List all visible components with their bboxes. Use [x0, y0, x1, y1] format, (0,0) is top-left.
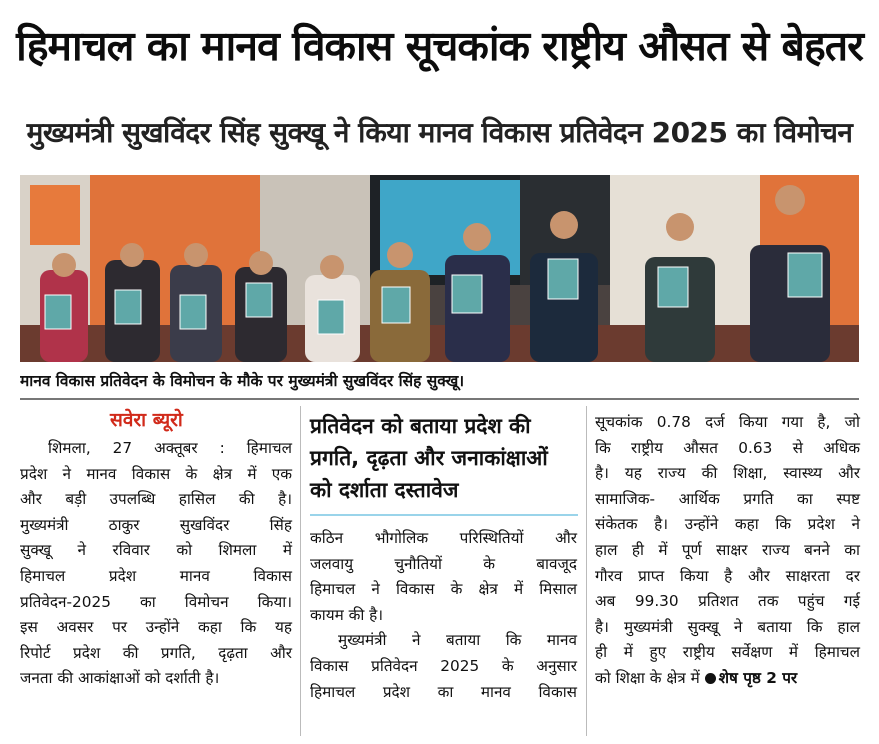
column-line: संकेतक है। उन्होंने कहा कि प्रदेश ने: [595, 515, 860, 534]
column-line: कायम की है।: [310, 605, 384, 624]
column-line: सूचकांक 0.78 दर्ज किया गया है, जो: [595, 413, 860, 431]
column-divider: [300, 406, 301, 736]
article-column-1: [20, 436, 292, 692]
column-line: इस अवसर पर उन्होंने कहा कि यह: [20, 618, 292, 637]
column-line: और बड़ी उपलब्धि हासिल की है।: [20, 490, 292, 509]
column-line: है। यह राज्य की शिक्षा, स्वास्थ्य और: [595, 464, 860, 483]
event-photo: [20, 175, 859, 362]
caption-divider: [20, 398, 859, 400]
article-headline: हिमाचल का मानव विकास सूचकांक राष्ट्रीय औसत से बेहतर: [16, 22, 863, 70]
column-line: कि राष्ट्रीय औसत 0.63 से अधिक: [595, 438, 860, 457]
column-line: जनता की आकांक्षाओं को दर्शाती है।: [20, 669, 220, 688]
column-line: प्रतिवेदन-2025 का विमोचन किया।: [20, 592, 292, 611]
column-line: प्रदेश ने मानव विकास के क्षेत्र में एक: [20, 464, 292, 483]
column-divider: [586, 406, 587, 736]
column-line: अब 99.30 प्रतिशत तक पहुंच गई: [595, 592, 860, 611]
column-line: विकास प्रतिवेदन 2025 के अनुसार: [310, 656, 577, 675]
column-line: रिपोर्ट प्रदेश की प्रगति, दृढ़ता और: [20, 643, 292, 662]
pull-quote-line: प्रतिवेदन को बताया प्रदेश की: [310, 414, 531, 438]
column-line: कठिन भौगोलिक परिस्थितियों और: [310, 529, 577, 547]
article-subheadline: मुख्यमंत्री सुखविंदर सिंह सुक्खू ने किया मानव विकास प्रतिवेदन 2025 का विमोचन: [26, 116, 853, 149]
event-photo-illustration: [20, 175, 859, 362]
continued-note[interactable]: शेष पृष्ठ 2 पर: [718, 668, 798, 687]
bullet-icon: [705, 673, 716, 684]
pull-quote-divider: [310, 514, 578, 516]
column-line: मुख्यमंत्री ठाकुर सुखविंदर सिंह: [20, 515, 292, 534]
article-column-2: [310, 526, 577, 705]
column-line: हिमाचल ने विकास के क्षेत्र में मिसाल: [310, 580, 577, 599]
column-line: सामाजिक- आर्थिक प्रगति का स्पष्ट: [595, 489, 860, 508]
column-line: सुक्खू ने रविवार को शिमला में: [20, 541, 292, 560]
pull-quote-line: को दर्शाता दस्तावेज: [310, 478, 459, 502]
pull-quote: [310, 410, 578, 506]
column-line: गौरव प्राप्त किया है और साक्षरता दर: [595, 566, 860, 585]
column-line: मुख्यमंत्री ने बताया कि मानव: [338, 631, 577, 650]
article-column-3: [595, 410, 860, 692]
column-line: जलवायु चुनौतियों के बावजूद: [310, 554, 577, 573]
photo-caption: मानव विकास प्रतिवेदन के विमोचन के मौके पर मुख्यमंत्री सुखविंदर सिंह सुक्खू।: [20, 372, 465, 390]
column-line: हिमाचल प्रदेश मानव विकास: [20, 566, 292, 585]
column-line: है। मुख्यमंत्री सुक्खू ने बताया कि हाल: [595, 617, 860, 636]
column-line: हिमाचल प्रदेश का मानव विकास: [310, 682, 577, 701]
column-line: ही में हुए राष्ट्रीय सर्वेक्षण में हिमाचल: [595, 643, 860, 662]
column-line-text: को शिक्षा के क्षेत्र में: [595, 668, 700, 687]
pull-quote-line: प्रगति, दृढ़ता और जनाकांक्षाओं: [310, 446, 548, 470]
column-line-final: [595, 666, 860, 692]
column-line: हाल ही में पूर्ण साक्षर राज्य बनने का: [595, 540, 860, 559]
column-line: शिमला, 27 अक्तूबर : हिमाचल: [48, 439, 292, 457]
byline: सवेरा ब्यूरो: [110, 409, 183, 431]
